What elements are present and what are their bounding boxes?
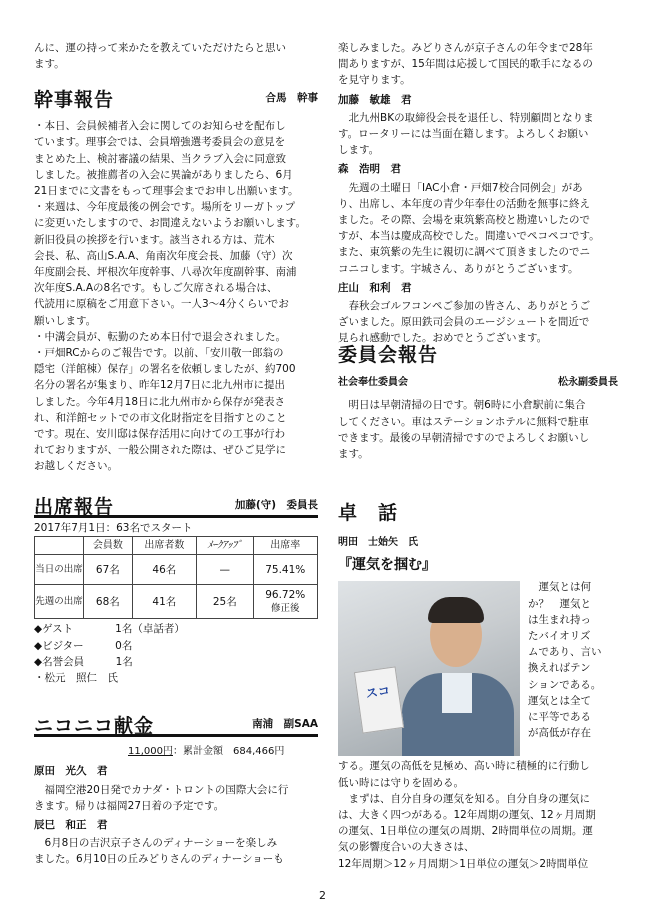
summary-line: ◆名誉会員 1名 <box>34 655 133 668</box>
committee-header <box>338 344 618 366</box>
text-line: してください。車はステーションホテルに無料で駐車 <box>338 415 589 428</box>
summary-line: ◆ビジター 0名 <box>34 639 133 652</box>
text-line: ションである。 <box>528 678 602 691</box>
text-line: 隠宅（洋館棟）保存」の署名を依頼しましたが、約700 <box>34 363 296 376</box>
speech-header <box>338 502 618 524</box>
text-line: れ、和洋館セットでの市文化財指定を目指すとのこと <box>34 411 287 424</box>
rate-value: 96.72% <box>265 588 306 601</box>
row-label: 先週の出席 <box>35 585 84 619</box>
text-line: 年度副会長、坪根次年度幹事、八尋次年度副幹事、南浦 <box>34 266 297 279</box>
text-line: ました。6月10日の丘みどりさんのディナーショーも <box>34 853 284 866</box>
summary-line: ◆ゲスト 1名（卓話者） <box>34 623 185 636</box>
text-line: コニコします。宇城さん、ありがとうございます。 <box>338 262 579 275</box>
text-line: 換えればテン <box>528 662 591 675</box>
donation-amount: 11,000円 <box>128 746 173 758</box>
text-line: 代読用に原稿をご用意下さい。一人3〜4分くらいでお <box>34 298 289 311</box>
speech-subtitle: 『運気を掴む』 <box>338 557 436 574</box>
text-line: 見られ感動でした。おめでとうございます。 <box>338 332 548 345</box>
text-line: 次年度S.A.Aの8名です。もしご欠席される場合は、 <box>34 282 278 295</box>
text-line: 名分の署名が集まり、昨年12月7日に北九州市に提出 <box>34 379 286 392</box>
nikoniko-header <box>34 716 318 737</box>
attendance-start-line: 2017年7月1日：63名でスタート <box>34 522 193 535</box>
photo-hair-shape <box>428 597 484 623</box>
attendance-table <box>34 536 318 619</box>
text-line: です。現在、安川邸は保存活用に向けての工事が行わ <box>34 428 286 441</box>
text-line: 楽しみました。みどりさんが京子さんの年令まで28年 <box>338 42 593 54</box>
text-line: んに、運の持って来かたを教えていただけたらと思い <box>34 42 286 54</box>
text-line: ムであり、言い <box>528 646 602 659</box>
section-title: 卓 話 <box>338 502 399 524</box>
text-line: しました。被推薦者の入会に異論がありましたら、6月 <box>34 168 293 181</box>
text-line: 運気とは全て <box>528 694 591 707</box>
table-cell: — <box>197 555 254 585</box>
text-line: が高低が存在 <box>528 727 591 740</box>
text-line: は生まれ持っ <box>528 613 591 626</box>
table-header-row <box>35 537 318 555</box>
reporter-name: 松永副委員長 <box>558 377 618 389</box>
kanji-report-section <box>34 90 318 475</box>
kanji-report-body <box>34 118 318 474</box>
committee-subheader <box>338 375 618 391</box>
text-line: 6月8日の吉沢京子さんのディナーショーを楽しみ <box>44 837 278 850</box>
text-line: しました。今年4月18日に北九州市から保存が発表さ <box>34 395 286 408</box>
text-line: ・戸畑RCからのご報告です。以前、「安川敬一郎翁の <box>34 347 284 360</box>
text-line: お越しください。 <box>34 460 118 473</box>
reporter-name: 南浦 副SAA <box>252 718 318 730</box>
text-line: の運気、1日単位の運気の周期、2時間単位の周期。運 <box>338 825 593 838</box>
text-line: 先週の土曜日「IAC小倉・戸畑7校合同例会」があ <box>348 181 583 194</box>
text-line: 福岡空港20日発でカナダ・トロントの国際大会に行 <box>44 783 289 796</box>
text-line: に変更いたしますので、お間違えないようお願いします。 <box>34 217 306 230</box>
text-line: 気の影響度合いの大きさは、 <box>338 841 475 854</box>
attendance-header <box>34 497 318 518</box>
text-line: に平等である <box>528 711 591 724</box>
photo-book-label: スコ <box>365 683 391 702</box>
table-cell: 67名 <box>84 555 133 585</box>
text-line: す。ロータリーには当面在籍します。よろしくお願い <box>338 128 589 141</box>
speech-body <box>338 579 618 871</box>
row-label: 当日の出席 <box>35 555 84 585</box>
text-line: たバイオリズ <box>528 630 591 643</box>
table-cell <box>253 585 317 619</box>
table-cell: 25名 <box>197 585 254 619</box>
text-line: また、東筑紫の先生に親切に調べて頂きましたのでニ <box>338 246 590 259</box>
table-cell: 75.41% <box>253 555 317 585</box>
speaker-name: 森 浩明 君 <box>338 163 401 176</box>
table-cell: 68名 <box>84 585 133 619</box>
photo-book-shape <box>354 667 404 734</box>
table-cell: 41名 <box>132 585 196 619</box>
text-line: 12年周期＞12ヶ月周期＞1日単位の運気＞2時間単位 <box>338 857 589 870</box>
table-row <box>35 555 318 585</box>
table-row <box>35 585 318 619</box>
text-line: 願いします。 <box>34 314 97 327</box>
text-line: 間ありますが、15年間は応援して国民的歌手になるの <box>338 58 593 71</box>
text-line: ・来週は、今年度最後の例会です。場所をリーガトップ <box>34 201 296 214</box>
speaker-photo <box>338 581 520 756</box>
reporter-name: 合馬 幹事 <box>265 92 318 104</box>
table-cell: 46名 <box>132 555 196 585</box>
donation-line <box>34 744 318 760</box>
text-line: する。運気の高低を見極め、高い時に積極的に行動し <box>338 760 590 773</box>
text-line: ・中溝会員が、転勤のため本日付で退会されました。 <box>34 330 286 343</box>
text-line: ます。 <box>338 448 369 461</box>
text-line: り、出席し、本年度の青少年奉仕の活動を無事に終え <box>338 197 590 210</box>
speaker-name: 原田 光久 君 <box>34 765 108 778</box>
reporter-name: 加藤(守) 委員長 <box>234 499 318 511</box>
text-line: を見守ります。 <box>338 74 411 87</box>
nikoniko-section <box>34 716 318 868</box>
speaker-name: 加藤 敏雄 君 <box>338 93 412 106</box>
attendance-section <box>34 497 318 686</box>
section-title: 委員会報告 <box>338 344 439 366</box>
text-line: まとめた上、検討審議の結果、当クラブ入会に同意致 <box>34 152 286 165</box>
text-line: 新旧役員の挨拶を行います。該当される方は、荒木 <box>34 233 275 246</box>
text-line: 明日は早朝清掃の日です。朝6時に小倉駅前に集合 <box>348 399 586 412</box>
section-title: ニコニコ献金 <box>34 715 155 737</box>
page-number: 2 <box>319 889 326 902</box>
section-title: 出席報告 <box>34 496 115 518</box>
text-line: 会長、私、高山S.A.A、角南次年度会長、加藤（守）次 <box>34 249 293 262</box>
table-header: 出席率 <box>253 537 317 555</box>
text-line: ます。 <box>34 58 65 71</box>
text-line: すが、本当は慶成高校でした。間違いでペコペコです。 <box>338 230 600 243</box>
rate-note: 修正後 <box>271 602 300 614</box>
table-header: ﾒｰｸｱｯﾌﾟ <box>197 537 254 555</box>
intro-paragraph <box>34 40 318 72</box>
committee-name: 社会奉仕委員会 <box>338 377 408 389</box>
text-line: 低い時には守りを固める。 <box>338 776 464 789</box>
text-line: ました。その際、会場を東筑紫高校と勘違いしたので <box>338 214 590 227</box>
section-title: 幹事報告 <box>34 89 115 111</box>
text-line: ています。理事会では、会員増強選考委員会の意見を <box>34 136 286 149</box>
speaker-name: 明田 士始矢 氏 <box>338 537 418 549</box>
text-line: か？ 運気と <box>528 597 591 610</box>
text-line: 運気とは何 <box>538 581 591 594</box>
speaker-name: 辰巳 和正 君 <box>34 819 108 832</box>
text-line: ざいました。原田鉄司会員のエージシュートを間近で <box>338 316 590 329</box>
text-line: 21日までに文書をもって理事会までお申し出願います。 <box>34 185 299 198</box>
text-line: まずは、自分自身の運気を知る。自分自身の運気に <box>348 792 590 805</box>
text-line: は、大きく四つがある。12年周期の運気、12ヶ月周期 <box>338 809 596 822</box>
text-line: 北九州BKの取締役会長を退任し、特別顧問となりま <box>348 111 594 124</box>
kanji-report-header <box>34 89 318 111</box>
text-line: 春秋会ゴルフコンペご参加の皆さん、ありがとうご <box>348 300 591 313</box>
committee-body <box>338 397 618 462</box>
nikoniko-continued <box>338 40 618 347</box>
text-line: ・本日、会員候補者入会に関してのお知らせを配布し <box>34 120 286 133</box>
attendance-summary <box>34 621 318 686</box>
text-line: れておりますが、一般公開された際は、ぜひご見学に <box>34 444 286 457</box>
speech-section <box>338 502 618 872</box>
donation-total: ：累計金額 684,466円 <box>173 746 285 758</box>
table-header-blank <box>35 537 84 555</box>
table-header: 会員数 <box>84 537 133 555</box>
text-line: きます。帰りは福岡27日着の予定です。 <box>34 799 225 812</box>
summary-line: ・松元 照仁 氏 <box>34 672 118 685</box>
text-line: できます。最後の早朝清掃ですのでよろしくお願いし <box>338 431 590 444</box>
photo-shirt-shape <box>442 673 472 713</box>
table-header: 出席者数 <box>132 537 196 555</box>
committee-section <box>338 344 618 462</box>
text-line: します。 <box>338 144 380 157</box>
speaker-name: 庄山 和利 君 <box>338 281 412 294</box>
